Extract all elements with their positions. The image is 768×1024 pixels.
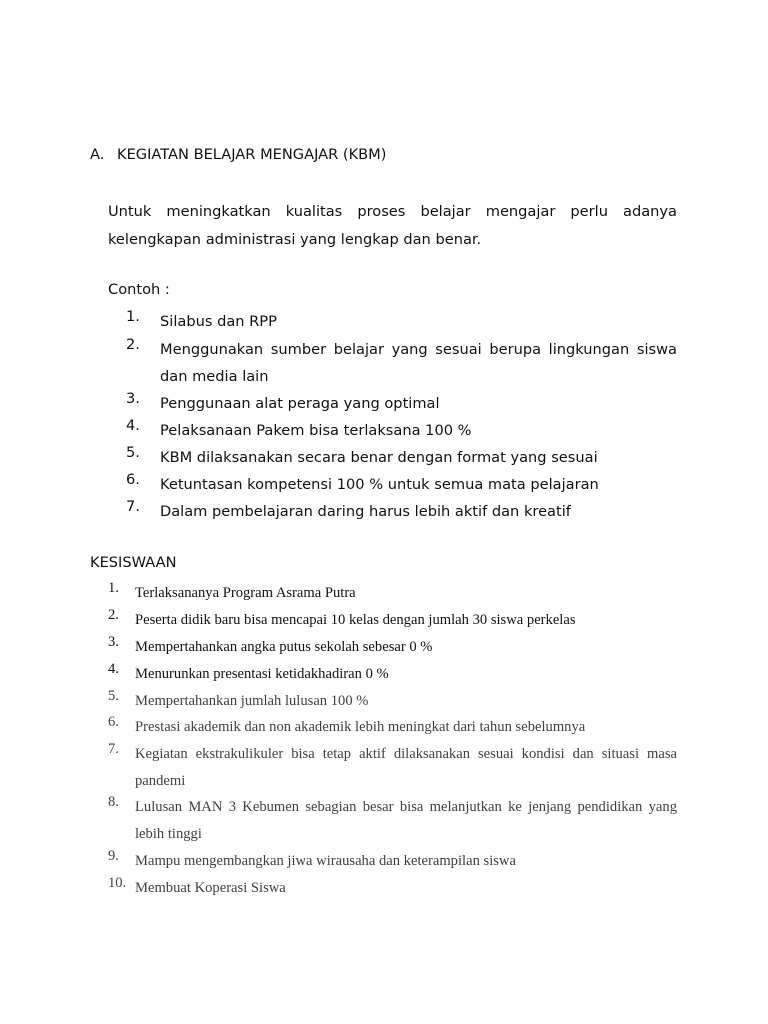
list-item-number: 4. — [126, 417, 140, 434]
section-a-marker: A. — [90, 146, 105, 163]
list-item-text-line-2: lebih tinggi — [135, 826, 202, 842]
list-item-number: 3. — [126, 390, 140, 407]
list-item-text-line-1: Lulusan MAN 3 Kebumen sebagian besar bisa melanjutkan ke jenjang pendidikan yang — [135, 799, 677, 815]
list-item-text: Silabus dan RPP — [160, 313, 277, 330]
list-item-number: 9. — [108, 848, 119, 864]
list-item-number: 8. — [108, 794, 119, 810]
list-item-text: Mempertahankan jumlah lulusan 100 % — [135, 693, 369, 709]
list-item-number: 5. — [108, 688, 119, 704]
list-item-number: 2. — [126, 336, 140, 353]
list-item-text: Peserta didik baru bisa mencapai 10 kelas dengan jumlah 30 siswa perkelas — [135, 612, 576, 628]
list-item-text-line-1: Kegiatan ekstrakulikuler bisa tetap aktif dilaksanakan sesuai kondisi dan situasi masa — [135, 746, 677, 762]
list-item-number: 7. — [108, 741, 119, 757]
contoh-label: Contoh : — [108, 281, 170, 298]
list-item-text — [135, 741, 677, 795]
kesiswaan-heading: KESISWAAN — [90, 554, 177, 571]
list-item-text: Membuat Koperasi Siswa — [135, 880, 286, 896]
list-item-text-line-2: pandemi — [135, 773, 186, 789]
list-item-text — [135, 794, 677, 848]
list-item-number: 3. — [108, 634, 119, 650]
list-item-number: 6. — [108, 714, 119, 730]
list-item-number: 5. — [126, 444, 140, 461]
list-item-number: 1. — [108, 580, 119, 596]
list-item-text: Prestasi akademik dan non akademik lebih meningkat dari tahun sebelumnya — [135, 719, 586, 735]
section-a-heading — [90, 146, 386, 163]
paragraph-line-1: Untuk meningkatkan kualitas proses belajar mengajar perlu adanya — [108, 203, 677, 220]
list-item-number: 6. — [126, 471, 140, 488]
paragraph-line-2: kelengkapan administrasi yang lengkap dan benar. — [108, 231, 482, 248]
list-item-text: Penggunaan alat peraga yang optimal — [160, 395, 440, 412]
list-item-number: 1. — [126, 308, 140, 325]
list-item-text: Dalam pembelajaran daring harus lebih aktif dan kreatif — [160, 503, 571, 520]
section-a-title: KEGIATAN BELAJAR MENGAJAR (KBM) — [117, 146, 387, 163]
list-item-text: Menurunkan presentasi ketidakhadiran 0 % — [135, 666, 389, 682]
list-item-text: Ketuntasan kompetensi 100 % untuk semua mata pelajaran — [160, 476, 599, 493]
list-item-text: Mempertahankan angka putus sekolah sebesar 0 % — [135, 639, 433, 655]
section-a-paragraph — [108, 198, 677, 254]
list-item-text: Mampu mengembangkan jiwa wirausaha dan keterampilan siswa — [135, 853, 516, 869]
list-item-text-line-2: dan media lain — [160, 368, 269, 385]
list-item-text-line-1: Menggunakan sumber belajar yang sesuai berupa lingkungan siswa — [160, 341, 677, 358]
list-item-number: 2. — [108, 607, 119, 623]
list-item-text: Pelaksanaan Pakem bisa terlaksana 100 % — [160, 422, 472, 439]
list-item-text: Terlaksananya Program Asrama Putra — [135, 585, 356, 601]
list-item-number: 7. — [126, 498, 140, 515]
list-item-number: 10. — [108, 875, 127, 891]
list-item-text: KBM dilaksanakan secara benar dengan format yang sesuai — [160, 449, 598, 466]
list-item-number: 4. — [108, 661, 119, 677]
list-item-text — [160, 336, 677, 390]
